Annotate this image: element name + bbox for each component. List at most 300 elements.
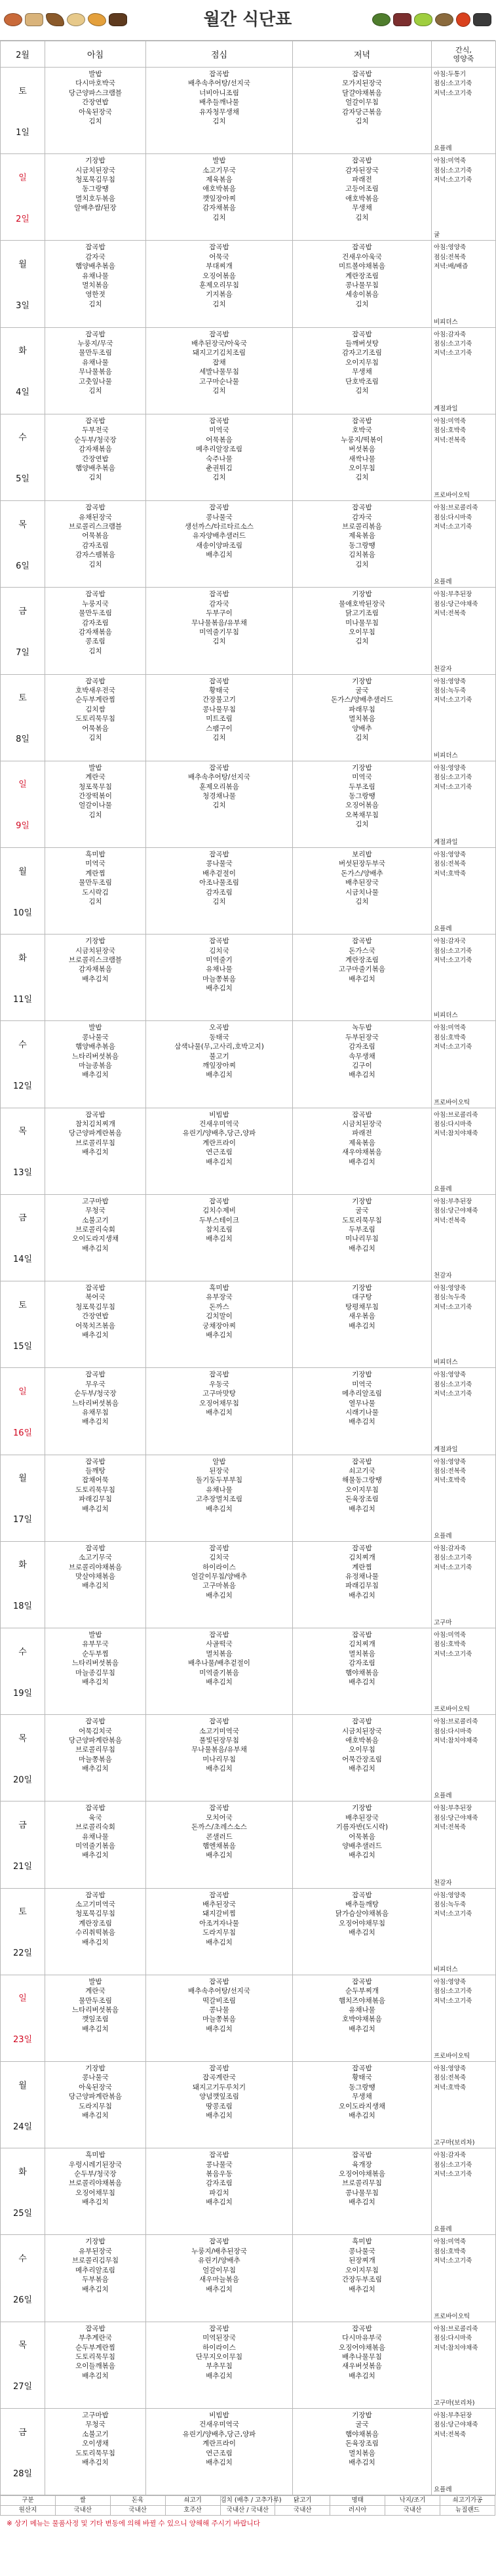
snack-note: 고구마 bbox=[434, 1619, 452, 1626]
breakfast-cell bbox=[45, 501, 146, 588]
menu-item: 잡곡밥 bbox=[85, 330, 105, 338]
menu-item: 잡곡밥 bbox=[85, 416, 105, 425]
menu-item: 새싹나물 bbox=[349, 454, 375, 463]
breakfast-cell bbox=[45, 1541, 146, 1628]
menu-item: 궁채장아찌 bbox=[202, 1321, 236, 1330]
menu-item: 김치 bbox=[212, 117, 226, 126]
menu-item: 배추김치 bbox=[82, 1678, 109, 1686]
menu-item: 배추김치 bbox=[349, 2285, 375, 2293]
snack-dinner: 저녁:소고기죽 bbox=[434, 523, 472, 531]
menu-item: 무생채 bbox=[352, 204, 372, 212]
menu-item: 오징어채무침 bbox=[75, 2188, 115, 2197]
snack-lunch: 점심:소고기죽 bbox=[434, 340, 472, 348]
menu-item: 잡곡밥 bbox=[352, 1630, 372, 1639]
menu-list bbox=[146, 2235, 292, 2293]
day-row bbox=[1, 1975, 496, 2061]
menu-item: 잡곡밥 bbox=[209, 1630, 229, 1639]
menu-item: 계란찜 bbox=[85, 869, 105, 877]
menu-item: 된장국 bbox=[209, 1466, 229, 1475]
day-cell bbox=[1, 241, 45, 327]
weekday-label: 수 bbox=[18, 1040, 27, 1051]
snack-note: 천감자 bbox=[434, 1272, 452, 1280]
menu-list bbox=[293, 1108, 431, 1167]
menu-item: 소고기미역국 bbox=[75, 1901, 115, 1908]
origin-cell: 국내산 bbox=[275, 2506, 330, 2516]
menu-item: 잡곡밥 bbox=[209, 330, 229, 338]
menu-item: 배추김치 bbox=[206, 1851, 233, 1860]
menu-item: 배추김치 bbox=[206, 1765, 233, 1773]
breakfast-cell bbox=[45, 154, 146, 241]
snack-cell bbox=[432, 1801, 496, 1888]
menu-item: 잡곡밥 bbox=[209, 1891, 229, 1899]
menu-item: 고구마줄기볶음 bbox=[338, 965, 385, 974]
snack-dinner: 저녁:호박죽 bbox=[434, 870, 467, 877]
menu-item: 배추김치 bbox=[349, 1591, 375, 1600]
menu-list bbox=[293, 328, 431, 396]
day-cell bbox=[1, 847, 45, 934]
breakfast-cell bbox=[45, 414, 146, 500]
menu-item: 오이무침 bbox=[349, 464, 375, 472]
origin-cell: 명태 bbox=[330, 2496, 385, 2506]
menu-item: 배추김치 bbox=[349, 1071, 375, 1079]
menu-item: 배추김치 bbox=[82, 1582, 109, 1590]
weekday-label: 금 bbox=[18, 1820, 27, 1830]
menu-item: 파래무침 bbox=[349, 705, 375, 714]
menu-item: 파래전 bbox=[352, 1129, 372, 1138]
menu-item: 아욱된장국 bbox=[79, 108, 112, 116]
menu-item: 브로콜리스크램블 bbox=[68, 522, 123, 531]
menu-item: 유린기/양배추,당근,양파 bbox=[182, 1129, 256, 1138]
menu-item: 잡곡밥 bbox=[209, 1544, 229, 1552]
lunch-cell bbox=[146, 1021, 293, 1108]
snack-cell bbox=[432, 847, 496, 934]
menu-item: 멸치볶음 bbox=[206, 1649, 233, 1658]
menu-item: 간장연밥 bbox=[82, 98, 109, 107]
menu-item: 배추김치 bbox=[206, 1071, 233, 1079]
weekday-label: 월 bbox=[18, 260, 27, 270]
menu-item: 김치찌개 bbox=[349, 1640, 375, 1649]
menu-item: 어묵볶음 bbox=[206, 435, 233, 444]
menu-item: 잡곡밥 bbox=[209, 1977, 229, 1986]
menu-item: 잡곡밥 bbox=[85, 1110, 105, 1119]
menu-item: 잡곡밥 bbox=[209, 937, 229, 946]
date-label: 20일 bbox=[12, 1775, 33, 1785]
menu-item: 배추김치 bbox=[82, 2112, 109, 2120]
snack-cell bbox=[432, 1021, 496, 1108]
menu-item: 돈육장조림 bbox=[345, 1495, 379, 1504]
snack-lunch: 점심:소고기죽 bbox=[434, 80, 472, 88]
date-label: 13일 bbox=[12, 1168, 33, 1178]
menu-item: 돼지갈비찜 bbox=[202, 1910, 236, 1918]
day-cell bbox=[1, 2322, 45, 2408]
menu-item: 훈제오리볶음 bbox=[199, 782, 239, 791]
menu-item: 콩나물국 bbox=[206, 513, 233, 521]
date-label: 9일 bbox=[16, 821, 29, 832]
menu-list bbox=[293, 1281, 431, 1331]
menu-item: 돈가스/양배추 bbox=[341, 869, 383, 877]
menu-item: 다시마호박국 bbox=[75, 79, 115, 88]
snack-dinner: 저녁:소고기죽 bbox=[434, 2257, 472, 2265]
snack-dinner: 저녁:소고기죽 bbox=[434, 1043, 472, 1051]
menu-item: 흑미밥 bbox=[352, 2238, 372, 2246]
dinner-cell bbox=[293, 2148, 432, 2235]
menu-list bbox=[45, 1801, 145, 1860]
snack-morning: 아침:미역죽 bbox=[434, 2238, 467, 2246]
menu-item: 감자조림 bbox=[206, 2179, 233, 2188]
snack-dinner: 저녁:소고기죽 bbox=[434, 350, 472, 357]
menu-list bbox=[45, 1021, 145, 1079]
menu-list bbox=[293, 1542, 431, 1600]
menu-item: 잡곡밥 bbox=[85, 1891, 105, 1899]
dinner-cell bbox=[293, 241, 432, 327]
menu-item: 어묵김치국 bbox=[79, 1727, 112, 1735]
menu-item: 미역국 bbox=[352, 1380, 372, 1388]
day-row bbox=[1, 1801, 496, 1888]
menu-item: 새우볶음 bbox=[349, 1312, 375, 1321]
weekday-label: 수 bbox=[18, 433, 27, 443]
weekday-label: 월 bbox=[18, 866, 27, 877]
menu-list bbox=[146, 1281, 292, 1340]
menu-item: 김치 bbox=[355, 560, 369, 569]
menu-item: 순두부계란찜 bbox=[75, 2343, 115, 2352]
snack-cell bbox=[432, 501, 496, 588]
lunch-cell bbox=[146, 1455, 293, 1541]
menu-item: 브로콜리무침 bbox=[75, 1138, 115, 1147]
origin-cell: 원산지 bbox=[1, 2506, 56, 2516]
menu-item: 햄치즈야채볶음 bbox=[338, 1996, 385, 2005]
breakfast-cell bbox=[45, 761, 146, 847]
menu-item: 고구마볶음 bbox=[202, 1582, 236, 1590]
breakfast-cell bbox=[45, 847, 146, 934]
menu-item: 배추김치 bbox=[82, 2198, 109, 2207]
snack-dinner: 저녁:소고기죽 bbox=[434, 176, 472, 184]
menu-item: 유부장국 bbox=[206, 1293, 233, 1302]
menu-item: 배추속추어탕/선지국 bbox=[188, 79, 250, 88]
snack-dinner: 저녁:소고기죽 bbox=[434, 696, 472, 704]
menu-item: 알배추쌈/된장 bbox=[74, 204, 117, 212]
menu-item: 배추김치 bbox=[82, 1851, 109, 1860]
menu-item: 김치 bbox=[355, 213, 369, 222]
menu-item: 계란국 bbox=[85, 1987, 105, 1996]
dinner-cell bbox=[293, 414, 432, 500]
menu-item: 감자국 bbox=[85, 252, 105, 261]
menu-item: 느타리버섯볶음 bbox=[71, 2006, 119, 2015]
date-label: 12일 bbox=[12, 1081, 33, 1092]
lunch-cell bbox=[146, 588, 293, 674]
menu-item: 계란장조림 bbox=[345, 272, 379, 280]
dinner-cell bbox=[293, 154, 432, 241]
menu-item: 양배추 bbox=[352, 724, 372, 733]
menu-list bbox=[293, 1368, 431, 1426]
menu-item: 풀빛된장무침 bbox=[199, 1736, 239, 1744]
menu-item: 김치 bbox=[88, 300, 102, 308]
weekday-label: 목 bbox=[18, 519, 27, 530]
menu-item: 된장찌개 bbox=[349, 2257, 375, 2265]
menu-item: 소고기무국 bbox=[79, 1554, 112, 1562]
menu-item: 배추나물/배추겉절이 bbox=[188, 1659, 250, 1668]
origin-cell: 쇠고기 bbox=[165, 2496, 220, 2506]
menu-list bbox=[146, 761, 292, 811]
menu-item: 제육볶음 bbox=[349, 532, 375, 540]
menu-item: 햄양배추볶음 bbox=[75, 464, 115, 472]
menu-item: 김치 bbox=[88, 387, 102, 395]
lunch-cell bbox=[146, 1541, 293, 1628]
date-label: 16일 bbox=[12, 1428, 33, 1438]
snack-note: 요플레 bbox=[434, 925, 452, 933]
menu-item: 당근양파계란볶음 bbox=[68, 2093, 123, 2101]
menu-list bbox=[146, 2148, 292, 2207]
menu-item: 무생채 bbox=[352, 368, 372, 376]
column-header-row bbox=[1, 41, 496, 68]
menu-item: 춘권튀김 bbox=[206, 464, 233, 472]
snack-lunch: 점심:다시마죽 bbox=[434, 513, 472, 521]
dinner-cell bbox=[293, 1541, 432, 1628]
menu-item: 배추김치 bbox=[82, 975, 109, 983]
weekday-label: 화 bbox=[18, 346, 27, 357]
day-row bbox=[1, 154, 496, 241]
menu-item: 제육볶음 bbox=[206, 176, 233, 184]
menu-list bbox=[146, 328, 292, 396]
dinner-cell bbox=[293, 1021, 432, 1108]
menu-item: 배추김치 bbox=[82, 1765, 109, 1773]
snack-note: 요플레 bbox=[434, 2226, 452, 2234]
snack-lunch: 점심:소고기죽 bbox=[434, 774, 472, 782]
menu-list bbox=[45, 328, 145, 396]
menu-item: 김치말이 bbox=[206, 1312, 233, 1321]
menu-item: 흑미밥 bbox=[85, 2151, 105, 2160]
menu-item: 김치 bbox=[88, 647, 102, 655]
dinner-cell bbox=[293, 1194, 432, 1281]
menu-item: 감자채볶음 bbox=[79, 965, 112, 974]
vegetable-icon bbox=[372, 13, 391, 26]
snack-note: 고구마(보리차) bbox=[434, 2139, 475, 2147]
menu-item: 멸치볶음 bbox=[349, 2449, 375, 2457]
menu-item: 김구이 bbox=[352, 1062, 372, 1070]
menu-item: 애호박볶음 bbox=[202, 185, 236, 193]
menu-item: 돼지고기김치조림 bbox=[192, 349, 246, 357]
snack-note: 비피더스 bbox=[434, 1359, 458, 1367]
menu-list bbox=[45, 2322, 145, 2381]
menu-list bbox=[45, 1368, 145, 1426]
dinner-cell bbox=[293, 2062, 432, 2148]
dinner-cell bbox=[293, 935, 432, 1021]
breakfast-cell bbox=[45, 1975, 146, 2061]
menu-item: 잡곡밥 bbox=[85, 677, 105, 685]
menu-item: 계란프라이 bbox=[202, 2440, 236, 2448]
menu-item: 햄야채볶음 bbox=[345, 1668, 379, 1677]
dinner-cell bbox=[293, 1368, 432, 1455]
menu-item: 멸치호두볶음 bbox=[75, 194, 115, 203]
menu-item: 아욱된장국 bbox=[79, 2083, 112, 2091]
menu-item: 배추김치 bbox=[206, 1504, 233, 1513]
menu-item: 고춧잎나물 bbox=[79, 377, 112, 386]
menu-item: 모가지된장국 bbox=[342, 79, 382, 88]
menu-list bbox=[146, 501, 292, 559]
menu-item: 김치 bbox=[355, 300, 369, 308]
menu-item: 열무나물 bbox=[349, 1399, 375, 1407]
snack-note: 요플레 bbox=[434, 2486, 452, 2494]
dinner-header: 저녁 bbox=[293, 41, 432, 68]
menu-item: 모치어국 bbox=[206, 1813, 233, 1822]
menu-item: 잡곡밥 bbox=[85, 1804, 105, 1813]
menu-item: 메추리알조림 bbox=[342, 1390, 382, 1398]
lunch-cell bbox=[146, 1801, 293, 1888]
date-label: 28일 bbox=[12, 2468, 33, 2479]
breakfast-cell bbox=[45, 68, 146, 154]
snack-note: 계절과일 bbox=[434, 838, 458, 846]
menu-item: 연근조림 bbox=[206, 1148, 233, 1157]
menu-item: 얼갈이무침 bbox=[202, 2266, 236, 2274]
menu-item: 배추김치 bbox=[349, 1157, 375, 1166]
menu-item: 발밥 bbox=[88, 763, 102, 772]
menu-item: 양배추샐러드 bbox=[342, 1842, 382, 1850]
lunch-cell bbox=[146, 1715, 293, 1801]
dinner-cell bbox=[293, 674, 432, 761]
origin-cell: 돈육 bbox=[110, 2496, 165, 2506]
menu-item: 떡갈비조림 bbox=[202, 1996, 236, 2005]
weekday-label: 토 bbox=[18, 1907, 27, 1918]
lunch-cell bbox=[146, 674, 293, 761]
tomato-icon bbox=[456, 12, 470, 27]
date-label: 6일 bbox=[16, 561, 29, 571]
menu-item: 북어국 bbox=[85, 1293, 105, 1302]
breakfast-cell bbox=[45, 1628, 146, 1714]
day-cell bbox=[1, 501, 45, 588]
menu-item: 계란장조림 bbox=[345, 956, 379, 964]
menu-item: 하이라이스 bbox=[202, 2343, 236, 2352]
weekday-label: 일 bbox=[18, 1994, 27, 2004]
snack-cell bbox=[432, 1715, 496, 1801]
menu-item: 오이도라지생채 bbox=[71, 1235, 119, 1243]
date-label: 1일 bbox=[16, 127, 29, 138]
snack-morning: 아침:브로콜리죽 bbox=[434, 1718, 478, 1726]
menu-item: 간장떡볶이 bbox=[79, 792, 112, 800]
menu-item: 배추김치 bbox=[82, 2285, 109, 2293]
snack-dinner: 저녁:소고기죽 bbox=[434, 1563, 472, 1571]
menu-item: 어묵국 bbox=[209, 252, 229, 261]
menu-item: 잡곡밥 bbox=[352, 243, 372, 252]
menu-item: 건새우아욱국 bbox=[342, 252, 382, 261]
menu-item: 새송이양파조림 bbox=[195, 541, 242, 550]
menu-list bbox=[146, 241, 292, 309]
snack-dinner: 저녁:소고기죽 bbox=[434, 1303, 472, 1311]
weekday-label: 화 bbox=[18, 2167, 27, 2177]
snack-cell bbox=[432, 1975, 496, 2061]
menu-item: 기지볶음 bbox=[206, 291, 233, 299]
snack-cell bbox=[432, 1541, 496, 1628]
lunch-cell bbox=[146, 501, 293, 588]
snack-morning: 아침:부추된장 bbox=[434, 2411, 472, 2419]
origin-row bbox=[1, 2506, 495, 2516]
menu-list bbox=[293, 1455, 431, 1514]
menu-item: 콩나물국 bbox=[206, 2160, 233, 2169]
menu-item: 잡곡밥 bbox=[209, 70, 229, 78]
menu-item: 청경채나물 bbox=[202, 792, 236, 800]
menu-item: 배추김치 bbox=[206, 2198, 233, 2207]
menu-item: 유자양배추샐러드 bbox=[192, 532, 246, 540]
menu-item: 버섯된장두부국 bbox=[338, 860, 385, 868]
menu-item: 숙주나물 bbox=[206, 454, 233, 463]
menu-item: 돈까스/초레스소스 bbox=[191, 1823, 247, 1832]
day-row bbox=[1, 847, 496, 934]
menu-item: 깻잎장아찌 bbox=[202, 194, 236, 203]
breakfast-cell bbox=[45, 1108, 146, 1194]
menu-list bbox=[293, 588, 431, 646]
snack-cell bbox=[432, 1108, 496, 1194]
menu-item: 도라지무침 bbox=[79, 2102, 112, 2110]
menu-item: 오징어야채볶음 bbox=[338, 2170, 385, 2179]
menu-item: 동그랑땡 bbox=[349, 541, 375, 550]
menu-item: 잡곡밥 bbox=[352, 70, 372, 78]
menu-item: 김치 bbox=[212, 733, 226, 742]
menu-item: 오징어채무침 bbox=[199, 1399, 239, 1407]
menu-item: 호박새우전국 bbox=[75, 686, 115, 694]
menu-item: 기장밥 bbox=[352, 763, 372, 772]
menu-item: 김치찌개 bbox=[349, 1554, 375, 1562]
menu-item: 잡곡밥 bbox=[209, 1718, 229, 1726]
menu-item: 미역줄기볶음 bbox=[75, 1842, 115, 1850]
date-label: 8일 bbox=[16, 735, 29, 745]
menu-item: 쇠고기국 bbox=[349, 1466, 375, 1475]
menu-item: 콘샐러드 bbox=[206, 1832, 233, 1841]
menu-item: 콩나물 bbox=[209, 2006, 229, 2015]
menu-item: 잡곡밥 bbox=[85, 1284, 105, 1293]
menu-item: 당근양파스크램블 bbox=[68, 89, 123, 97]
snack-dinner: 저녁:호박죽 bbox=[434, 2083, 467, 2091]
day-row bbox=[1, 2148, 496, 2235]
menu-item: 멸치볶음 bbox=[349, 715, 375, 723]
menu-item: 생선까스/타르타르소스 bbox=[185, 522, 254, 531]
menu-item: 시금치된장국 bbox=[75, 166, 115, 174]
menu-list bbox=[45, 414, 145, 483]
menu-item: 간장연밥 bbox=[82, 454, 109, 463]
origin-cell: 국내산 bbox=[55, 2506, 110, 2516]
breakfast-cell bbox=[45, 327, 146, 414]
menu-item: 두부전국 bbox=[82, 426, 109, 435]
snack-cell bbox=[432, 674, 496, 761]
day-cell bbox=[1, 2148, 45, 2235]
day-row bbox=[1, 2062, 496, 2148]
menu-item: 감자조림 bbox=[82, 541, 109, 550]
menu-item: 마늘종볶음 bbox=[79, 1062, 112, 1070]
menu-item: 육국 bbox=[88, 1813, 102, 1822]
date-label: 21일 bbox=[12, 1861, 33, 1872]
weekday-label: 금 bbox=[18, 606, 27, 616]
menu-item: 잡곡밥 bbox=[352, 157, 372, 165]
menu-item: 브로콜리숙회 bbox=[75, 1226, 115, 1234]
snack-note: 귤 bbox=[434, 231, 440, 239]
snack-morning: 아침:영양죽 bbox=[434, 677, 467, 685]
menu-item: 유자청무생채 bbox=[199, 108, 239, 116]
menu-item: 느타리버섯볶음 bbox=[71, 1659, 119, 1668]
date-label: 5일 bbox=[16, 474, 29, 485]
menu-item: 배추김치 bbox=[82, 2371, 109, 2380]
menu-item: 기장밥 bbox=[352, 590, 372, 599]
menu-item: 메추리알조림 bbox=[75, 2266, 115, 2274]
menu-item: 도시락김 bbox=[82, 888, 109, 896]
day-row bbox=[1, 935, 496, 1021]
menu-item: 순두부/청국장 bbox=[74, 1390, 117, 1398]
menu-item: 소불고기 bbox=[82, 2430, 109, 2438]
menu-item: 시금치된장국 bbox=[75, 946, 115, 955]
dinner-cell bbox=[293, 1975, 432, 2061]
menu-item: 얼갈이무침/양배추 bbox=[191, 1572, 247, 1580]
lunch-cell bbox=[146, 1628, 293, 1714]
snack-lunch: 점심:녹두죽 bbox=[434, 687, 467, 694]
menu-item: 고구마맛탕 bbox=[202, 1390, 236, 1398]
menu-item: 호박국 bbox=[352, 426, 372, 435]
menu-list bbox=[293, 68, 431, 126]
